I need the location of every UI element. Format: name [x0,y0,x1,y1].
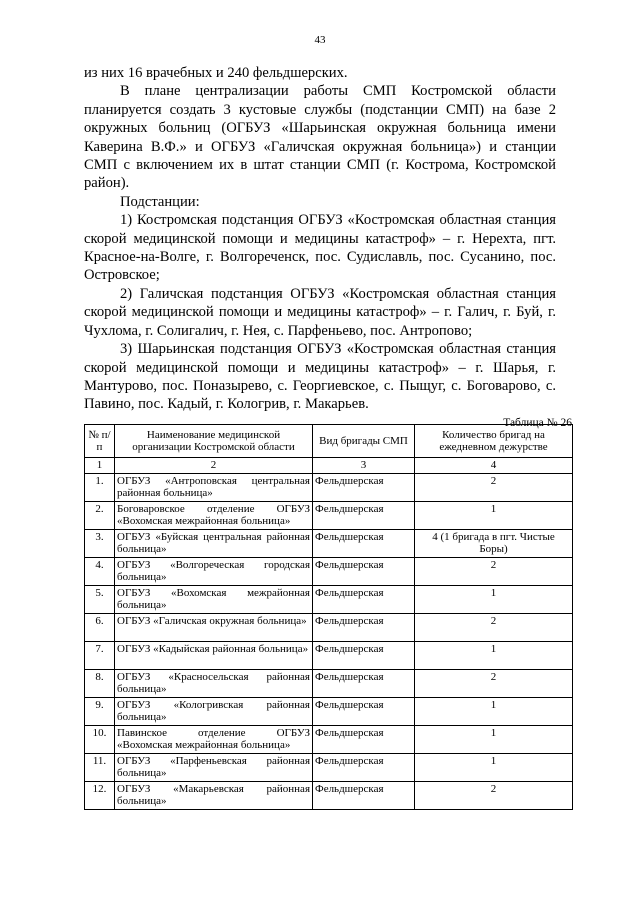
brigade-count: 2 [415,473,573,501]
body-text [84,64,556,414]
column-index: 1 [85,458,115,474]
row-number: 4. [85,557,115,585]
table-row [85,613,573,641]
brigade-count: 1 [415,501,573,529]
paragraph: 2) Галичская подстанция ОГБУЗ «Костромская областная станция скорой медицинской помощи и медицины катастроф» – г. Галич, г. Буй, г. Чухлома, г. Солигалич, г. Нея, с. Парфеньево, пос. Антропово; [84,285,556,339]
row-number: 1. [85,473,115,501]
header-organization: Наименование медицинской организации Костромской области [115,425,313,458]
brigade-count: 1 [415,585,573,613]
organization-name: ОГБУЗ «Антроповская центральная районная больница» [115,473,313,501]
row-number: 6. [85,613,115,641]
brigade-count: 2 [415,669,573,697]
row-number: 2. [85,501,115,529]
brigade-count: 4 (1 бригада в пгт. Чистые Боры) [415,529,573,557]
brigade-type: Фельдшерская [313,613,415,641]
table-row [85,669,573,697]
organization-name: ОГБУЗ «Парфеньевская районная больница» [115,753,313,781]
column-index: 2 [115,458,313,474]
brigade-type: Фельдшерская [313,725,415,753]
table-row [85,557,573,585]
header-brigade-count: Количество бригад на ежедневном дежурстве [415,425,573,458]
organization-name: Боговаровское отделение ОГБУЗ «Вохомская межрайонная больница» [115,501,313,529]
organization-name: ОГБУЗ «Буйская центральная районная больница» [115,529,313,557]
column-index: 4 [415,458,573,474]
organization-name: ОГБУЗ «Волгореческая городская больница» [115,557,313,585]
organization-name: ОГБУЗ «Кологривская районная больница» [115,697,313,725]
row-number: 3. [85,529,115,557]
table-row [85,781,573,809]
row-number: 8. [85,669,115,697]
organization-name: ОГБУЗ «Красносельская районная больница» [115,669,313,697]
brigade-type: Фельдшерская [313,641,415,669]
brigade-type: Фельдшерская [313,753,415,781]
brigade-type: Фельдшерская [313,473,415,501]
paragraph: 1) Костромская подстанция ОГБУЗ «Костромская областная станция скорой медицинской помощи и медицины катастроф» – г. Нерехта, пгт. Красное-на-Волге, г. Волгореченск, пос. Судиславль, пос. Сусанино, пос. Островское; [84,212,556,284]
paragraph: 3) Шарьинская подстанция ОГБУЗ «Костромская областная станция скорой медицинской помощи и медицины катастроф» – г. Шарья, г. Мантурово, пос. Поназырево, с. Георгиевское, с. Пыщуг, с. Боговарово, с. Павино, пос. Кадый, г. Кологрив, г. Макарьев. [84,341,556,413]
row-number: 10. [85,725,115,753]
table-row [85,753,573,781]
table-row [85,697,573,725]
table-caption: Таблица № 26 [503,417,572,429]
table-row [85,641,573,669]
brigade-type: Фельдшерская [313,781,415,809]
paragraph: В плане централизации работы СМП Костромской области планируется создать 3 кустовые службы (подстанции СМП) на базе 2 окружных больниц (ОГБУЗ «Шарьинская окружная больница имени Каверина В.Ф.» и ОГБУЗ «Галичская окружная больница») и станции СМП с включением их в штат станции СМП (г. Кострома, Костромской район). [84,83,556,192]
header-brigade-type: Вид бригады СМП [313,425,415,458]
column-index: 3 [313,458,415,474]
table-body [85,458,573,810]
row-number: 5. [85,585,115,613]
table-row [85,529,573,557]
brigade-type: Фельдшерская [313,697,415,725]
table-row [85,725,573,753]
organization-name: Павинское отделение ОГБУЗ «Вохомская межрайонная больница» [115,725,313,753]
brigade-count: 1 [415,753,573,781]
table-row [85,501,573,529]
paragraph: из них 16 врачебных и 240 фельдшерских. [84,65,348,81]
brigade-type: Фельдшерская [313,585,415,613]
table-row [85,585,573,613]
brigade-count: 2 [415,557,573,585]
brigade-type: Фельдшерская [313,529,415,557]
header-num: № п/п [85,425,115,458]
page-number: 43 [314,34,326,46]
organization-name: ОГБУЗ «Кадыйская районная больница» [115,641,313,669]
organization-name: ОГБУЗ «Галичская окружная больница» [115,613,313,641]
brigades-table [84,424,573,810]
row-number: 7. [85,641,115,669]
brigade-type: Фельдшерская [313,557,415,585]
table-row [85,473,573,501]
organization-name: ОГБУЗ «Вохомская межрайонная больница» [115,585,313,613]
row-number: 12. [85,781,115,809]
brigade-count: 1 [415,641,573,669]
paragraph: Подстанции: [120,193,200,210]
brigade-count: 1 [415,725,573,753]
column-index-row [85,458,573,474]
brigade-type: Фельдшерская [313,669,415,697]
brigade-count: 1 [415,697,573,725]
brigade-count: 2 [415,781,573,809]
table-header-row [85,425,573,458]
organization-name: ОГБУЗ «Макарьевская районная больница» [115,781,313,809]
brigade-type: Фельдшерская [313,501,415,529]
row-number: 9. [85,697,115,725]
brigade-count: 2 [415,613,573,641]
row-number: 11. [85,753,115,781]
